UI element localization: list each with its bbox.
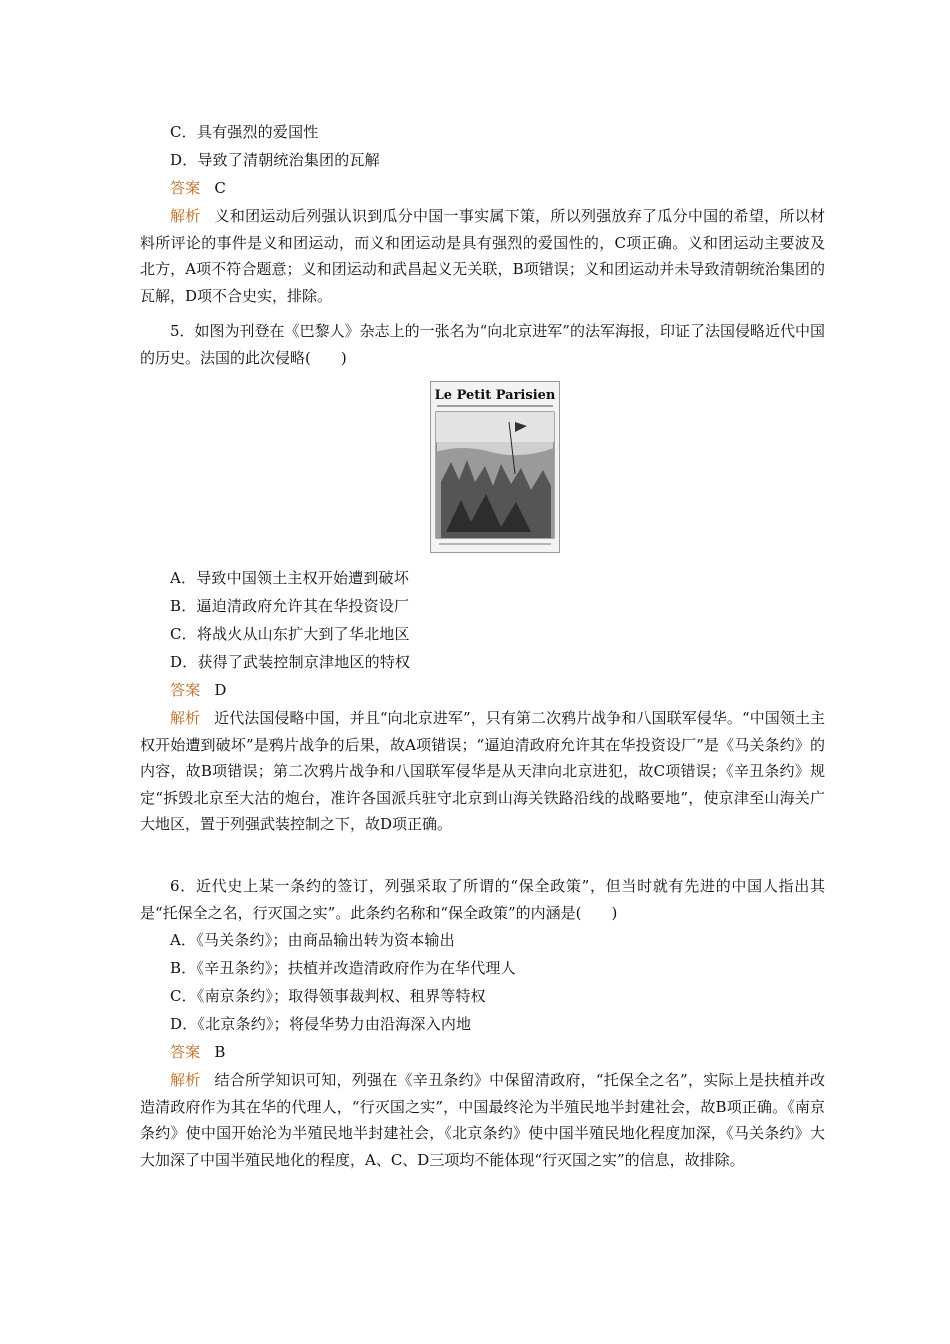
- analysis-label: 解析: [170, 207, 201, 225]
- q5-answer: [170, 677, 227, 703]
- analysis-text: 近代法国侵略中国，并且“向北京进军”，只有第二次鸦片战争和八国联军侵华。“中国领土主权开始遭到破坏”是鸦片战争的后果，故A项错误；“逼迫清政府允许其在华投资设厂”是《马关条约》的内容，故B项错误；第二次鸦片战争和八国联军侵华是从天津向北京进犯，故C项错误；《辛丑条约》规定“拆毁北京至大沽的炮台，准许各国派兵驻守北京到山海关铁路沿线的战略要地”，使京津至山海关广大地区，置于列强武装控制之下，故D项正确。: [140, 709, 825, 833]
- poster-masthead: Le Petit Parisien: [434, 388, 556, 403]
- q6-option-b: B．《辛丑条约》；扶植并改造清政府作为在华代理人: [170, 959, 516, 977]
- poster-illustration: [431, 382, 559, 552]
- q6-option-d: D．《北京条约》；将侵华势力由沿海深入内地: [170, 1015, 472, 1033]
- q6-answer: [170, 1039, 226, 1065]
- answer-label: 答案: [170, 179, 201, 197]
- answer-label: 答案: [170, 681, 201, 699]
- analysis-label: 解析: [170, 1071, 201, 1089]
- q6-option-a: A．《马关条约》；由商品输出转为资本输出: [170, 931, 455, 949]
- q4-option-d: D．导致了清朝统治集团的瓦解: [170, 151, 380, 169]
- answer-value: D: [214, 681, 227, 699]
- q5-stem: 5．如图为刊登在《巴黎人》杂志上的一张名为“向北京进军”的法军海报，印证了法国侵略近代中国的历史。法国的此次侵略( ): [140, 322, 825, 367]
- analysis-text: 结合所学知识可知，列强在《辛丑条约》中保留清政府，“托保全之名”，实际上是扶植并改造清政府作为其在华的代理人，“行灭国之实”，中国最终沦为半殖民地半封建社会，故B项正确。《南京条约》使中国开始沦为半殖民地半封建社会，《北京条约》使中国半殖民地化程度加深，《马关条约》大大加深了中国半殖民地化的程度，A、C、D三项均不能体现“行灭国之实”的信息，故排除。: [140, 1071, 825, 1169]
- q6-option-c: C．《南京条约》；取得领事裁判权、租界等特权: [170, 987, 486, 1005]
- q4-analysis: [140, 203, 825, 309]
- q5-option-d: D．获得了武装控制京津地区的特权: [170, 653, 411, 671]
- q5-option-c: C．将战火从山东扩大到了华北地区: [170, 625, 410, 643]
- analysis-text: 义和团运动后列强认识到瓜分中国一事实属下策，所以列强放弃了瓜分中国的希望，所以材料所评论的事件是义和团运动，而义和团运动是具有强烈的爱国性的，C项正确。义和团运动主要波及北方，A项不符合题意；义和团运动和武昌起义无关联，B项错误；义和团运动并未导致清朝统治集团的瓦解，D项不合史实，排除。: [140, 207, 825, 305]
- q5-analysis: [140, 705, 825, 838]
- q6-stem: 6．近代史上某一条约的签订，列强采取了所谓的“保全政策”，但当时就有先进的中国人指出其是“托保全之名，行灭国之实”。此条约名称和“保全政策”的内涵是( ): [140, 877, 825, 922]
- answer-label: 答案: [170, 1043, 201, 1061]
- q5-option-a: A．导致中国领土主权开始遭到破坏: [170, 569, 410, 587]
- answer-value: C: [214, 179, 227, 197]
- q4-answer: [170, 175, 226, 201]
- q6-analysis: [140, 1067, 825, 1173]
- q5-option-b: B．逼迫清政府允许其在华投资设厂: [170, 597, 410, 615]
- answer-value: B: [214, 1043, 226, 1061]
- le-petit-parisien-poster-image: [430, 381, 560, 553]
- q4-option-c: C．具有强烈的爱国性: [170, 123, 319, 141]
- analysis-label: 解析: [170, 709, 201, 727]
